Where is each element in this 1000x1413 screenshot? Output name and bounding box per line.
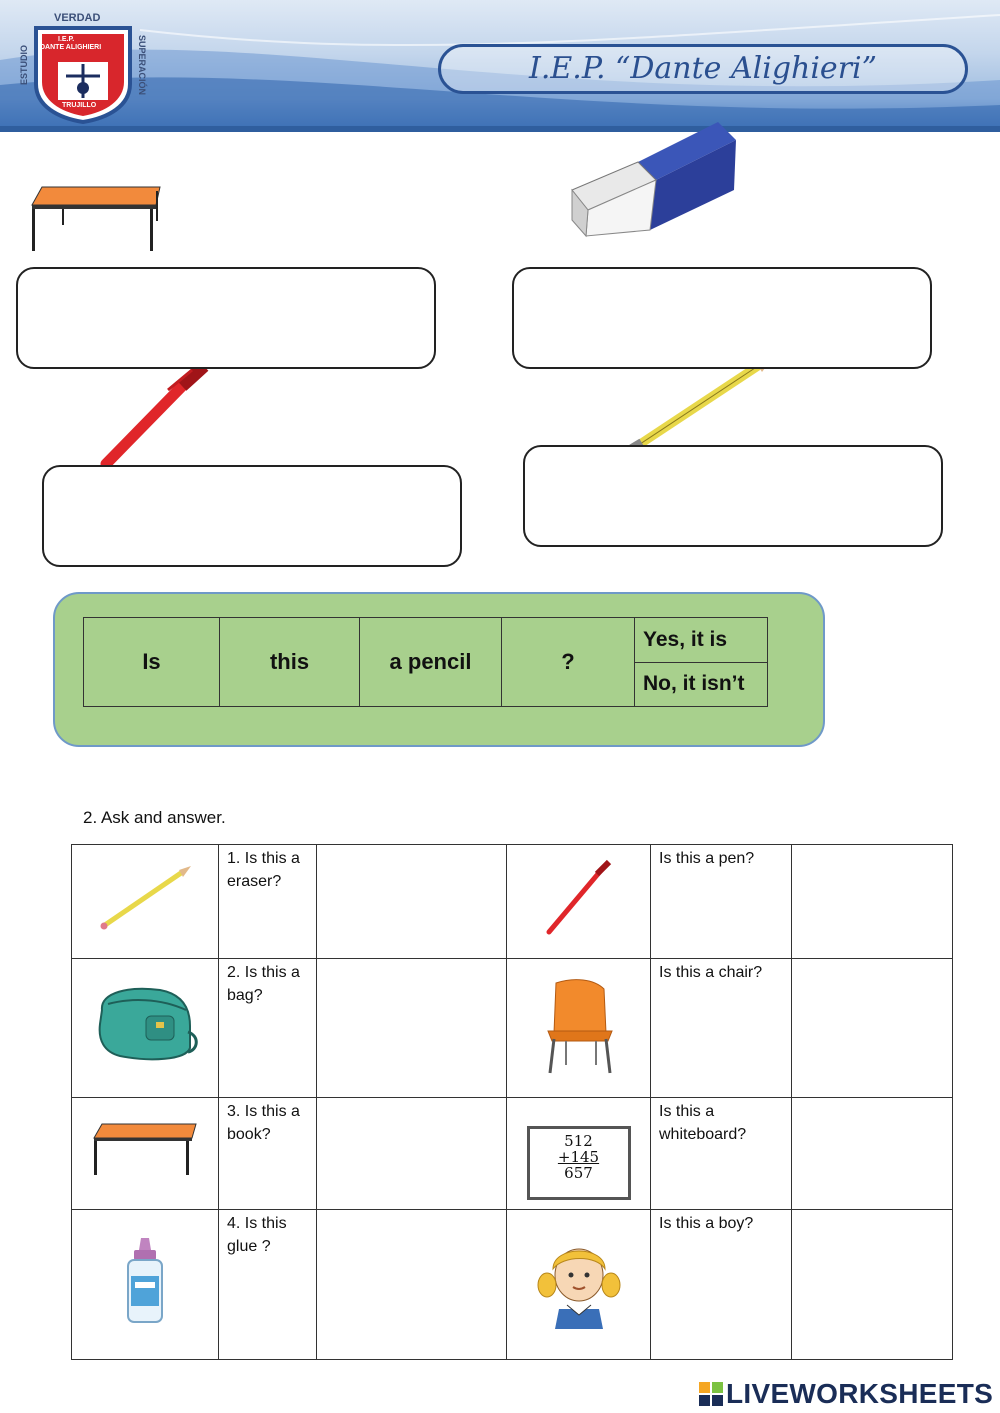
table-row (72, 1210, 953, 1360)
school-name: I.E.P. “Dante Alighieri” (529, 51, 877, 86)
answer-yes-cell: Yes, it is (635, 618, 768, 663)
pencil-cell (72, 845, 219, 959)
chair-cell (507, 959, 651, 1098)
whiteboard-icon (527, 1126, 631, 1200)
logo-inner-bottom: TRUJILLO (62, 102, 97, 109)
school-logo (14, 10, 149, 120)
math-line1: 512 (564, 1131, 593, 1150)
brand-label: LIVEWORKSHEETS (726, 1378, 994, 1409)
question-cell: Is this a whiteboard? (651, 1098, 792, 1210)
school-name-box (438, 44, 968, 94)
logo-inner-line2: DANTE ALIGHIERI (40, 44, 102, 51)
answer-cell[interactable] (792, 959, 953, 1098)
exercise-instruction: 2. Ask and answer. (83, 808, 226, 827)
answer-cell[interactable] (317, 845, 507, 959)
glue-cell (72, 1210, 219, 1360)
glue-icon (120, 1236, 170, 1326)
question-cell: Is this a chair? (651, 959, 792, 1098)
answer-box-eraser[interactable] (512, 267, 932, 369)
logo-top-word: VERDAD (54, 12, 101, 24)
table-row (72, 1098, 953, 1210)
exercise-table (71, 844, 953, 1360)
pencil-icon (95, 863, 195, 933)
math-line2: +145 (557, 1147, 600, 1166)
answer-no-cell: No, it isn’t (635, 662, 768, 707)
answer-cell[interactable] (317, 959, 507, 1098)
question-cell: 2. Is this a bag? (219, 959, 317, 1098)
table-icon (90, 1120, 200, 1180)
answer-cell[interactable] (317, 1098, 507, 1210)
table-cell-picture (72, 1098, 219, 1210)
eraser-picture (568, 118, 740, 238)
logo-right-word: SUPERACIÓN (137, 34, 148, 96)
table-row (72, 959, 953, 1098)
pen-icon (539, 858, 619, 938)
logo-inner-line1: I.E.P. (58, 36, 75, 43)
banner-bottom-bar (0, 126, 1000, 132)
pen-cell (507, 845, 651, 959)
liveworksheets-logo-icon (698, 1381, 724, 1407)
answer-cell[interactable] (792, 1098, 953, 1210)
liveworksheets-brand (698, 1376, 993, 1412)
question-cell: 3. Is this a book? (219, 1098, 317, 1210)
question-cell: 1. Is this a eraser? (219, 845, 317, 959)
answer-cell[interactable] (792, 1210, 953, 1360)
logo-shield-icon (28, 24, 138, 124)
sentence-table (83, 617, 768, 707)
question-cell: Is this a pen? (651, 845, 792, 959)
logo-left-word: ESTUDIO (19, 44, 30, 86)
word-cell-this: this (220, 618, 360, 707)
answer-cell[interactable] (317, 1210, 507, 1360)
pen-picture (98, 364, 214, 470)
table-row (72, 845, 953, 959)
math-line3: 657 (564, 1163, 593, 1182)
chair-icon (534, 975, 624, 1075)
header-banner (0, 0, 1000, 132)
word-cell-is: Is (84, 618, 220, 707)
answer-box-pen[interactable] (42, 465, 462, 567)
word-cell-object: a pencil (360, 618, 502, 707)
girl-cell (507, 1210, 651, 1360)
table-picture (28, 183, 164, 253)
girl-icon (537, 1231, 621, 1331)
question-cell: 4. Is this glue ? (219, 1210, 317, 1360)
answer-box-pencil[interactable] (523, 445, 943, 547)
backpack-cell (72, 959, 219, 1098)
answer-box-table[interactable] (16, 267, 436, 369)
question-cell: Is this a boy? (651, 1210, 792, 1360)
answer-cell[interactable] (792, 845, 953, 959)
backpack-icon (90, 980, 200, 1070)
word-cell-question-mark: ? (502, 618, 635, 707)
whiteboard-cell (507, 1098, 651, 1210)
